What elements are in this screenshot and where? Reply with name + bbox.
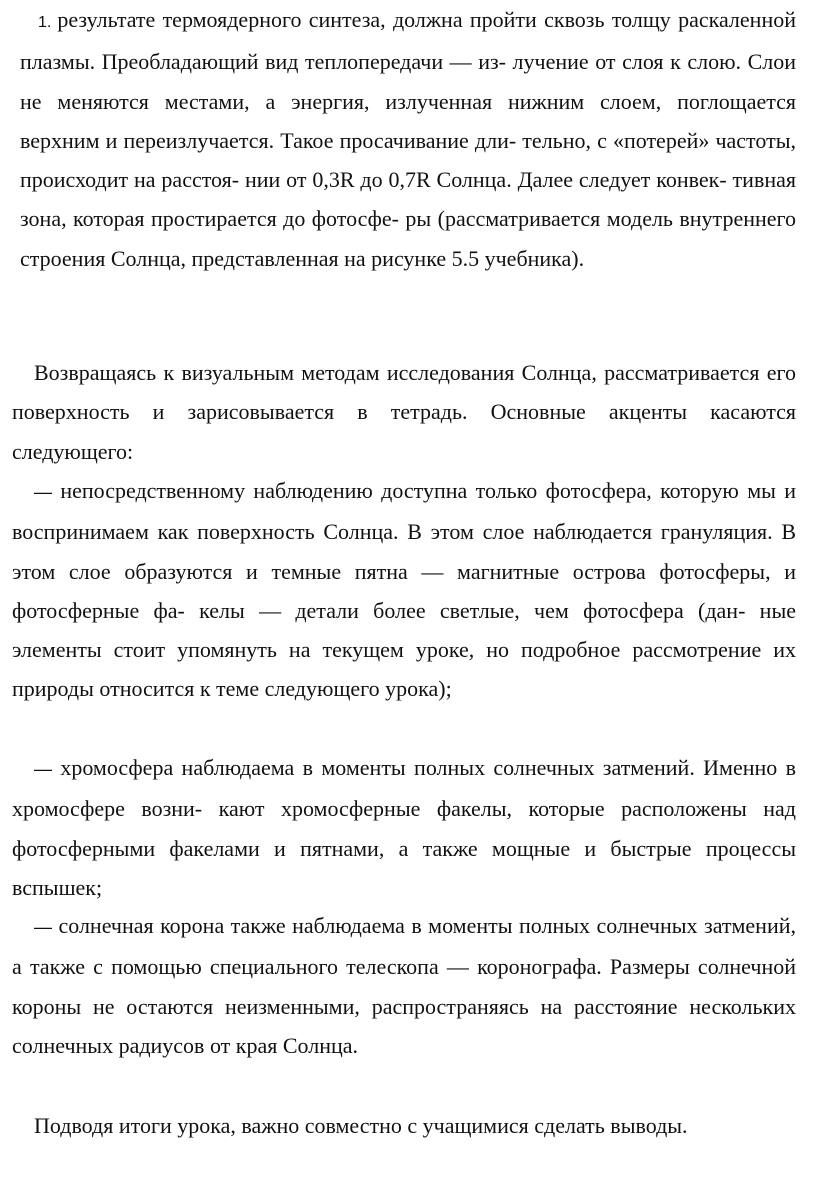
dash-bullet: — [34, 482, 52, 502]
paragraph-radiative-zone [20, 0, 796, 278]
paragraph-text: Подводя итоги урока, важно совместно с учащимися сделать выводы. [34, 1113, 688, 1138]
dash-bullet: — [34, 759, 52, 779]
list-item-text: непосредственному наблюдению доступна только фотосфера, которую мы и воспринимаем как поверхность Солнца. В этом слое наблюдается грануляция. В этом слое образуются и темные пятна — магнитные острова фотосферы, и фотосферные фа- келы — детали более светлые, чем фотосфера (дан- ные элементы стоит упомянуть на текущем уроке, но подробное рассмотрение их природы относится к теме следующего урока); [12, 478, 797, 702]
paragraph-text: Возвращаясь к визуальным методам исследования Солнца, рассматривается его поверхность и зарисовывается в тетрадь. Основные акценты касаются следующего: [12, 360, 796, 464]
list-item-text: хромосфера наблюдаема в моменты полных солнечных затмений. Именно в хромосфере возни- кают хромосферные факелы, которые расположены над фотосферными факелами и пятнами, а также мощные и быстрые процессы вспышек; [12, 755, 797, 900]
list-item-photosphere [12, 471, 796, 709]
list-item-text: солнечная корона также наблюдаема в моменты полных солнечных затмений, а также с помощью специального телескопа — коронографа. Размеры солнечной короны не остаются неизменными, распространяясь на расстояние нескольких солнечных радиусов от края Солнца. [12, 913, 797, 1058]
paragraph-text: результате термоядерного синтеза, должна пройти сквозь толщу раскаленной плазмы. Преобладающий вид теплопередачи — из- лучение от слоя к слою. Слои не меняются местами, а энергия, излученная нижним слоем, поглощается верхним и переизлучается. Такое просачивание дли- тельно, с «потерей» частоты, происходит на расстоя- нии от 0,3R до 0,7R Солнца. Далее следует конвек- тивная зона, которая простирается до фотосфе- ры (рассматривается модель внутреннего строения Солнца, представленная на рисунке 5.5 учебника). [20, 7, 796, 271]
dash-bullet: — [34, 917, 52, 937]
list-item-corona [12, 906, 796, 1065]
list-number: 1. [38, 14, 52, 31]
list-item-chromosphere [12, 748, 796, 907]
paragraph-visual-methods [12, 353, 796, 471]
paragraph-conclusion [12, 1106, 796, 1145]
